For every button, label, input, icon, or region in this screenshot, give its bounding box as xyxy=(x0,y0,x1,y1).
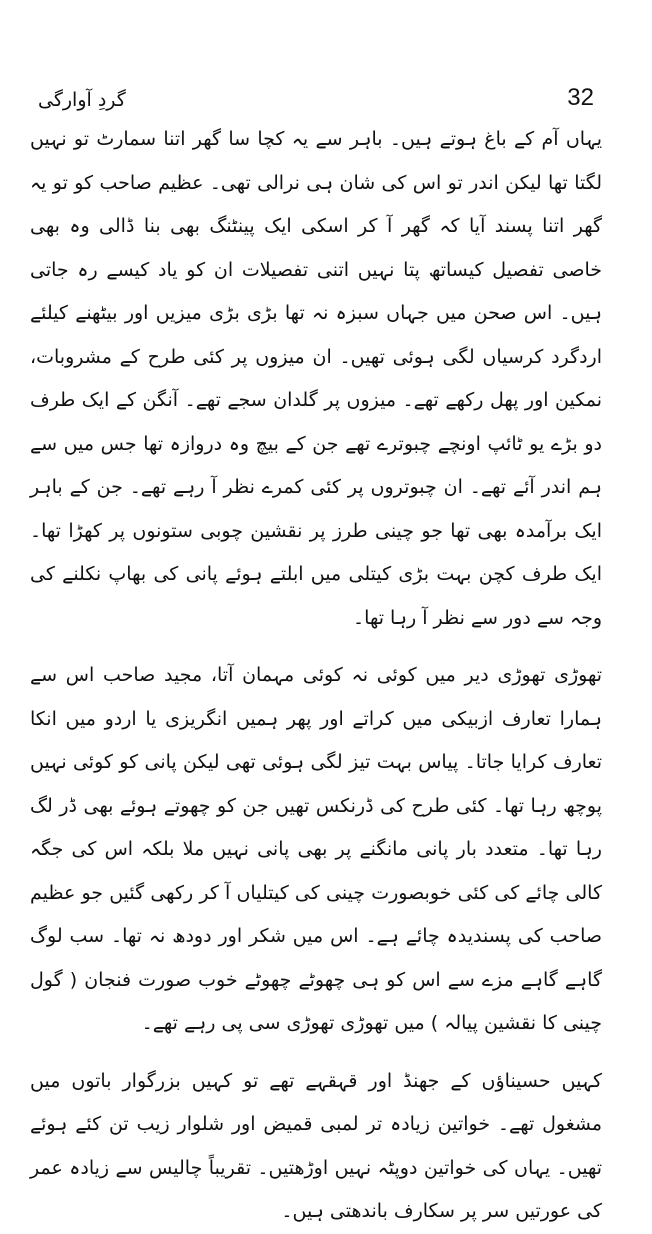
paragraph: یہاں آم کے باغ ہوتے ہیں۔ باہر سے یہ کچا سا گھر اتنا سمارٹ تو نہیں لگتا تھا لیکن اندر تو اس کی شان ہی نرالی تھی۔ عظیم صاحب کو تو یہ گھر اتنا پسند آیا کہ گھر آ کر اسکی ایک پینٹنگ بھی بنا ڈالی وہ بھی خاصی تفصیل کیساتھ پتا نہیں اتنی تفصیلات ان کو یاد کیسے رہ جاتی ہیں۔ اس صحن میں جہاں سبزہ نہ تھا بڑی بڑی میزیں اور بیٹھنے کیلئے اردگرد کرسیاں لگی ہوئی تھیں۔ ان میزوں پر کئی طرح کے مشروبات، نمکین اور پھل رکھے تھے۔ میزوں پر گلدان سجے تھے۔ آنگن کے ایک طرف دو بڑے یو ٹائپ اونچے چبوترے تھے جن کے بیچ وہ دروازہ تھا جس میں سے ہم اندر آئے تھے۔ ان چبوتروں پر کئی کمرے نظر آ رہے تھے۔ جن کے باہر ایک برآمدہ بھی تھا جو چینی طرز پر نقشین چوبی ستونوں پر کھڑا تھا۔ ایک طرف کچن بہت بڑی کیتلی میں ابلتے ہوئے پانی کی بھاپ نکلنے کی وجہ سے دور سے نظر آ رہا تھا۔ xyxy=(30,128,602,629)
running-title: گردِ آوارگی xyxy=(38,89,126,111)
page-number: 32 xyxy=(567,84,594,111)
page-header xyxy=(30,82,622,122)
paragraph: تھوڑی تھوڑی دیر میں کوئی نہ کوئی مہمان آتا، مجید صاحب اس سے ہمارا تعارف ازبیکی میں کراتے اور پھر ہمیں انگریزی یا اردو میں انکا تعارف کرایا جاتا۔ پیاس بہت تیز لگی ہوئی تھی لیکن پانی کو کوئی نہیں پوچھ رہا تھا۔ کئی طرح کی ڈرنکس تھیں جن کو چھوتے ہوئے بھی ڈر لگ رہا تھا۔ متعدد بار پانی مانگنے پر بھی پانی نہیں ملا بلکہ اس کی جگہ کالی چائے کی کئی خوبصورت چینی کی کیتلیاں آ کر رکھی گئیں جو عظیم صاحب کی پسندیدہ چائے ہے۔ اس میں شکر اور دودھ نہ تھا۔ سب لوگ گاہے گاہے مزے سے اس کو ہی چھوٹے چھوٹے خوب صورت فنجان ( گول چینی کا نقشین پیالہ ) میں تھوڑی تھوڑی سی پی رہے تھے۔ xyxy=(30,664,602,1034)
paragraph: کہیں حسیناؤں کے جھنڈ اور قہقہے تھے تو کہیں بزرگوار باتوں میں مشغول تھے۔ خواتین زیادہ تر لمبی قمیض اور شلوار زیب تن کئے ہوئے تھیں۔ یہاں کی خواتین دوپٹہ نہیں اوڑھتیں۔ تقریباً چالیس سے زیادہ عمر کی عورتیں سر پر سکارف باندھتی ہیں۔ xyxy=(30,1069,602,1222)
page-body xyxy=(30,118,602,1234)
